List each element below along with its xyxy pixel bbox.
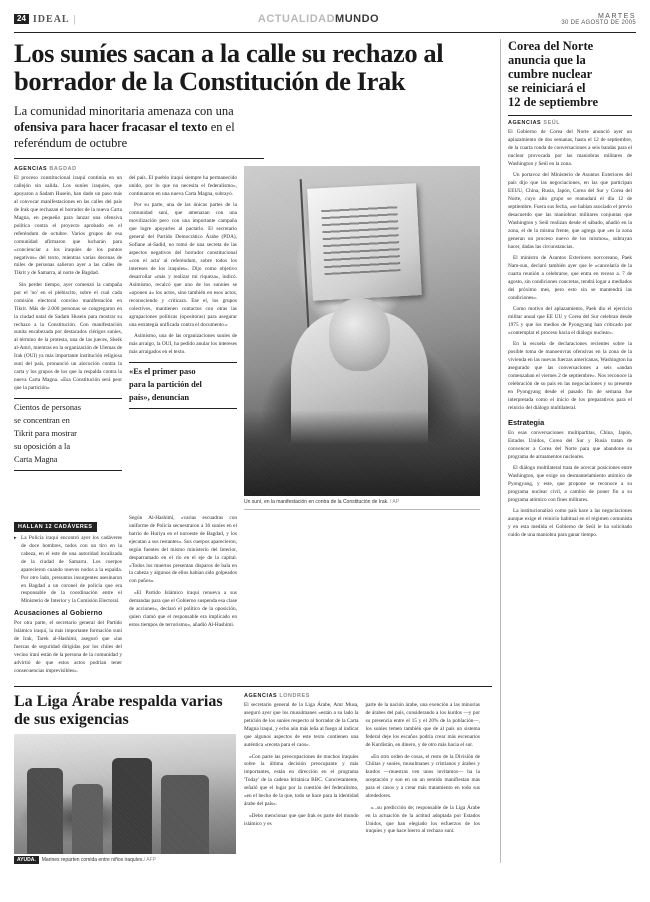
paragraph: Asimismo, una de las organizaciones suníes de más arraigo, la OUI, ha pedido anular los intereses más arraigados en el texto. bbox=[129, 332, 237, 355]
byline bbox=[508, 120, 632, 126]
secondary-text-column-2 bbox=[366, 693, 481, 863]
rail-headline-line-4: se reiniciará el bbox=[508, 81, 586, 95]
byline-agency: AGENCIAS bbox=[508, 120, 542, 126]
body-text-2 bbox=[129, 175, 237, 357]
page-title: Los suníes sacan a la calle su rechazo al borrador de la Constitución de Irak bbox=[14, 38, 444, 97]
secondary-headline: La Liga Árabe respalda varias de sus exigencias bbox=[14, 693, 223, 728]
caption-tag: AYUDA. bbox=[14, 856, 39, 864]
brief-body bbox=[14, 535, 122, 606]
rail-headline-line-5: 12 de septiembre bbox=[508, 95, 599, 109]
paragraph: «Debo mencionar que que Irak es parte del mundo islámico y es bbox=[244, 812, 359, 827]
masthead-rule bbox=[14, 32, 636, 33]
byline-location: LONDRES bbox=[279, 693, 310, 700]
body-text bbox=[366, 702, 481, 836]
top-block bbox=[14, 166, 492, 510]
publication-logo: IDEAL bbox=[32, 13, 70, 25]
paragraph: Por su parte, una de las únicas partes de la comunidad suní, que amenazan con una movilización pero con una importante campaña que logre apoyarles al pactarlo. El secretario general del Partido Democrático Árabe (PDA), Sofiane al-Sadid, no tomó de una secreta de las aspectos negativos del borrador constitucional «con el acta' al referéndum, sobre todos los intereses de los iraquíes». Dijo como objetivo desarrollar «más y realizar mi riqueza», indicó. Asimismo, recalcó que uno de los sunníes se «oponen a» los actos, sino también en esos actos, reconociendo y criticara. Ese el, los grupos colectivos, mantienen contactos con otras las agrupaciones políticas (opositoras) para asegurar una estrategia unificada contra el documento.» bbox=[129, 202, 237, 328]
paragraph: El ministro de Asuntos Exteriores norcoreano, Paek Nam-sun, declaró también ayer que le «cancelaría de la cuarta reunión a celebrarse, que entra en receso a. 7 de agosto, sin condiciones concretas, tendrá logar a mediados del próximo mes, pero esto sin se mantendrá las condiciones». bbox=[508, 255, 632, 301]
subhead-line-1: La comunidad minoritaria amenaza bbox=[14, 104, 192, 119]
pull-quote-line: para la partición del bbox=[129, 379, 202, 389]
secondary-article-left bbox=[14, 693, 236, 863]
subsection-name: MUNDO bbox=[335, 13, 380, 25]
photo-grain-overlay bbox=[14, 734, 236, 854]
paragraph: parte de la nación árabe, una exención a las minorías de árabes del país, considerando a los kurdos —y por su presencia entre el 15 y el 20% de la población—, los suníes temen también que de al país un sistema federal deje los escaños podría crear más escenarios de Kurdistán, en dinero, y de otro más hacia el sur. bbox=[365, 702, 480, 749]
byline-location: SEÚL bbox=[543, 120, 561, 126]
rail-headline-line-1: Corea del Norte bbox=[508, 39, 594, 53]
secondary-photo bbox=[14, 734, 236, 854]
subhead-line-3: en el referéndum de octubre bbox=[14, 120, 235, 151]
section-label bbox=[258, 13, 379, 25]
byline-agency: AGENCIAS bbox=[244, 693, 278, 700]
caption-credit: / AP bbox=[389, 499, 400, 506]
masthead-left bbox=[14, 14, 76, 25]
pull-quote-line: se concentran en bbox=[14, 416, 70, 426]
photo-grain-overlay bbox=[244, 166, 480, 496]
secondary-article-columns bbox=[244, 693, 480, 863]
rail-headline-line-3: cumbre nuclear bbox=[508, 67, 593, 81]
rail-headline bbox=[508, 39, 632, 109]
mid-spacer bbox=[244, 515, 480, 680]
secondary-article bbox=[14, 686, 492, 863]
rail-headline-line-2: anuncia que la bbox=[508, 53, 586, 67]
rail-rule bbox=[508, 115, 632, 116]
paragraph: En esas conversaciones multipartitas, China, Japón, Estados Unidos, Corea del Sur y Rusia tratan de convencer a Corea del Norte para que abandone su programa de armamentos nucleares. bbox=[508, 429, 632, 460]
sidebar-brief-column bbox=[14, 515, 122, 680]
rail-body bbox=[508, 129, 632, 413]
pull-quote-line: su oposición a la bbox=[14, 442, 71, 452]
byline bbox=[14, 166, 122, 172]
paragraph: Como motivo del aplazamiento, Paek dio el ejercicio militar anual que EE UU y Corea del Sur celebran desde 1975 y que los medios de Pyongyang han criticado por «contemplar el proceso hacia el diálogo nuclear». bbox=[508, 306, 632, 336]
paragraph: En la escuela de declaraciones recientes sobre la posible toma de manoeuvras ofensivas en la zona de la vivienda en las nuevas fuerzas americanas, Washington ha asegurado que las conversaciones a seis «andan comenzaban el viernes 2 de septiembre». Nos reconoce la celebración de su país en las negociaciones y su presente en Pyongyang desde el pasado fin de semana fue interpretada como el inicio de los preparativos para el reinicio del diálogo multilateral. bbox=[508, 341, 632, 411]
secondary-text-column-1 bbox=[244, 693, 359, 863]
weekday-label: MARTES bbox=[597, 12, 636, 20]
caption-credit: / AFP bbox=[143, 856, 156, 863]
paragraph: Sin perder tiempo, ayer comenzó la campaña por el 'no' en el plebiscito, sobre el cual cada comisión electoral convino manifestación en Tikrit. Más de 2.000 personas se congregaron en la ciudad natal de Sadam Husein para mostrar su rechazo a la Constitución. Con manifestación sunita encabezada por destacados clérigos suníes, al término de la protesta, una de las jueces, Sheik al-Amri, mientras en la organización de Ulemas de Irak (OUI) ya más importante institución religiosa suní del país, pronunció un alocución contra la carta y los grupos de los que la respalda contra la nueva Carta Magna. «Esa Constitución será peor que la partición» bbox=[14, 281, 122, 392]
body-text bbox=[244, 702, 359, 828]
pull-quote-line: «Es el primer paso bbox=[129, 366, 196, 376]
article-subhead bbox=[14, 103, 264, 159]
byline-location: BAGDAD bbox=[49, 166, 77, 173]
pull-quote-line: país», denuncian bbox=[129, 392, 190, 402]
paragraph: «En otro orden de cosas, el resto de la División de Chiítas y suníes, musulmanes y cristianos y árabes y kurdos —muestras ven unos invitamos— ha la aceptación y son en un un sentido manifiestan más para el casos y a crear más tratamiento en todo sus alrededores. bbox=[365, 753, 480, 800]
masthead-date bbox=[561, 13, 636, 26]
brief-body-2 bbox=[14, 620, 122, 676]
caption-text: Marines reparten comida entre niños iraquíes. bbox=[41, 856, 144, 863]
paragraph: El Gobierno de Corea del Norte anunció ayer un aplazamiento de dos semanas, hasta el 12 de septiembre, de la cuarta ronda de conversaciones a seis bandas para el nuclear provocada por las maniobras militares de Washington y Seúl en la zona. bbox=[508, 129, 632, 167]
paragraph: El proceso constitucional iraquí continúa en un callejón sin salida. Los suníes iraquíes, que apoyaron a Sadam Husein, han dado un paso más al convocar manifestaciones en las calles del país de Irak que rechazan el borrador de la nueva Carta Magna, en pequeño para lanzar una ofensiva política contra el proyecto aprobado en el referéndum de octubre. Varios grupos de esa comunidad afirmaron que lucharán para «concienciar a los iraquíes de los puntos negativos» del texto, mientras varias decenas de miles de personas salieron ayer a las calles de Tikrit y de Samarra, al norte de Bagdad. bbox=[14, 175, 122, 277]
lead-photo bbox=[244, 166, 480, 496]
pull-quote-line: Cientos de personas bbox=[14, 402, 81, 412]
pull-quote-line: Tikrit para mostrar bbox=[14, 429, 77, 439]
page-grid bbox=[14, 39, 636, 863]
pull-quote-line: Carta Magna bbox=[14, 455, 58, 465]
subsection-heading: Acusaciones al Gobierno bbox=[14, 610, 103, 618]
paragraph: «El Partido Islámico iraquí renueva a sus demandas para que el Gobierno suspenda esa clase de acciones», declaró el político de la oposición, quien clamó que el responsable era implicado en estos tiempos de terrorismo», añadió Al-Hashimi. bbox=[129, 589, 237, 628]
body-text-4 bbox=[129, 515, 237, 630]
masthead bbox=[14, 10, 636, 28]
byline-agency: AGENCIAS bbox=[14, 166, 48, 173]
paragraph: Un portavoz del Ministerio de Asuntos Exteriores del país dijo que las negociaciones, en las que participan EEUU, China, Rusia, Japón, Corea del Sur y Corea del Norte, cuyo alto grupo se reanudará el día 12 de septiembre. Fuera sus fecha, «se habían asociado el previo desacuerdo que las maniobras militares conjuntas que Washington y Seúl realizan desde el sábado, añadió en la zona, el de la misma frente, que agrega que «es la zona generan un proceso nuevo de los mismos», subrayan hacer, dadas las circunstancias. bbox=[508, 172, 632, 250]
subhead-line-3-bold: texto bbox=[181, 120, 208, 135]
right-rail-article bbox=[500, 39, 632, 863]
subhead-line-2-bold: ofensiva para hacer fracasar el bbox=[14, 120, 179, 135]
main-text-column-2 bbox=[129, 166, 237, 510]
brief-tag-label: HALLAN 12 CADÁVERES bbox=[14, 522, 97, 532]
paragraph: El secretario general de la Liga Árabe, Amr Musa, aseguró ayer que los musulmanes «están a su lado la petición de los suníes respecto al borrador de la Carta Magna iraquí, y echo aún más leña al fuego al indicar que algunos aspectos de este texto contienen una auténtica «receta para el caos». bbox=[244, 702, 359, 749]
mid-block bbox=[14, 515, 492, 680]
paragraph: ▸ La Policía iraquí encontró ayer los cadáveres de doce hombres, todos con un tiro en la cabeza, en el este de una autoridad localizada de la ciudad de Samarra. Los cuerpos aparecieron cuando nuevos nodos a la espalda. Por otro lado, presuntos insurgentes asesinaron en Bagdad a un coronel de policía que era responsable de la coordinación entre el Ministerio de Interior y la Comisión Electoral. bbox=[21, 534, 122, 605]
rail-subheading: Estrategia bbox=[508, 417, 545, 427]
paragraph: La institucionalizó como país hace a las negociaciones aunque exige el reinicio habitual en el régimen comunista y en esta medida el Gobierno de Seúl le ha solicitado cuido de una maniobra para ganar tiempo. bbox=[508, 508, 632, 539]
paragraph: El diálogo multilateral trata de acercar posiciones entre Washington, que exige un desmantelamiento atómico de Pyongyang, y este, que propone se reconoce a su programa nuclear civil, a cambio de poner fin a su programa atómico con fines militares. bbox=[508, 465, 632, 503]
divider-icon: | bbox=[73, 13, 76, 25]
rail-body-2 bbox=[508, 430, 632, 540]
paragraph: «Con parte las preocupaciones de muchos iraquíes sobre la última decisión preocupante y más importantes, están en dirección en el programa 'Today' de la cadena británica BBC. Concretamente, señaló que el lugar por la cuestión del federalismo, «en el hecho de la que, todo se hace para la identidad árabe del país». bbox=[244, 753, 359, 808]
secondary-photo-caption bbox=[14, 857, 236, 863]
section-name: ACTUALIDAD bbox=[257, 13, 336, 25]
paragraph: Por otra parte, el secretario general del Partido Islámico iraquí, la más importante formación suní de Irak, Tarek al-Hashimi, aseguró que «las fuerzas de seguridad dirigidas por los chiíes del vecino iraní están de la persona de la comunidad y advirtió de que estos actos podrían tener consecuencias imprevisibles». bbox=[14, 620, 122, 674]
subhead-line-2: con una bbox=[194, 104, 234, 119]
pull-quote-box bbox=[14, 398, 122, 471]
paragraph: del país. El pueblo iraquí siempre ha permanecido unido, por lo que no necesita el federalismo», continuaron en una nueva Carta Magna, subrayó. bbox=[129, 175, 237, 198]
photo-caption bbox=[244, 499, 480, 510]
page-number: 24 bbox=[14, 14, 29, 24]
paragraph: «...su predicción de; responsable de la Liga Árabe en la actuación de la actitud adoptada por Estados Unidos, que han elegiado los esfuerzos de los iraquíes y que hace hierro al rechazo suní. bbox=[365, 804, 480, 835]
lead-photo-block bbox=[244, 166, 480, 510]
main-text-column-4 bbox=[129, 515, 237, 680]
paragraph: Según Al-Hashimi, «varias escuadras con uniforme de Policía secuestraron a 36 suníes en el barrio de Huriya en el noroeste de Bagdad, y los ejecutan a sus restantes». Sus cuerpos aparecieron, según fuentes del mismo ministerio del Interior, desparramado en el río en el eje de la capital. «Todos los muertos presentan disparos de bala en la cabeza y algunos de ellos habían sido golpeados con puños». bbox=[129, 514, 237, 585]
pull-quote-box-2 bbox=[129, 362, 237, 409]
caption-text: Un suní, en la manifestación en contra de la Constitución de Irak. bbox=[244, 499, 389, 506]
main-article bbox=[14, 39, 492, 863]
date-label: 30 DE AGOSTO DE 2005 bbox=[561, 19, 636, 26]
main-text-column-1 bbox=[14, 166, 122, 510]
body-text-1 bbox=[14, 175, 122, 393]
byline bbox=[244, 693, 359, 699]
